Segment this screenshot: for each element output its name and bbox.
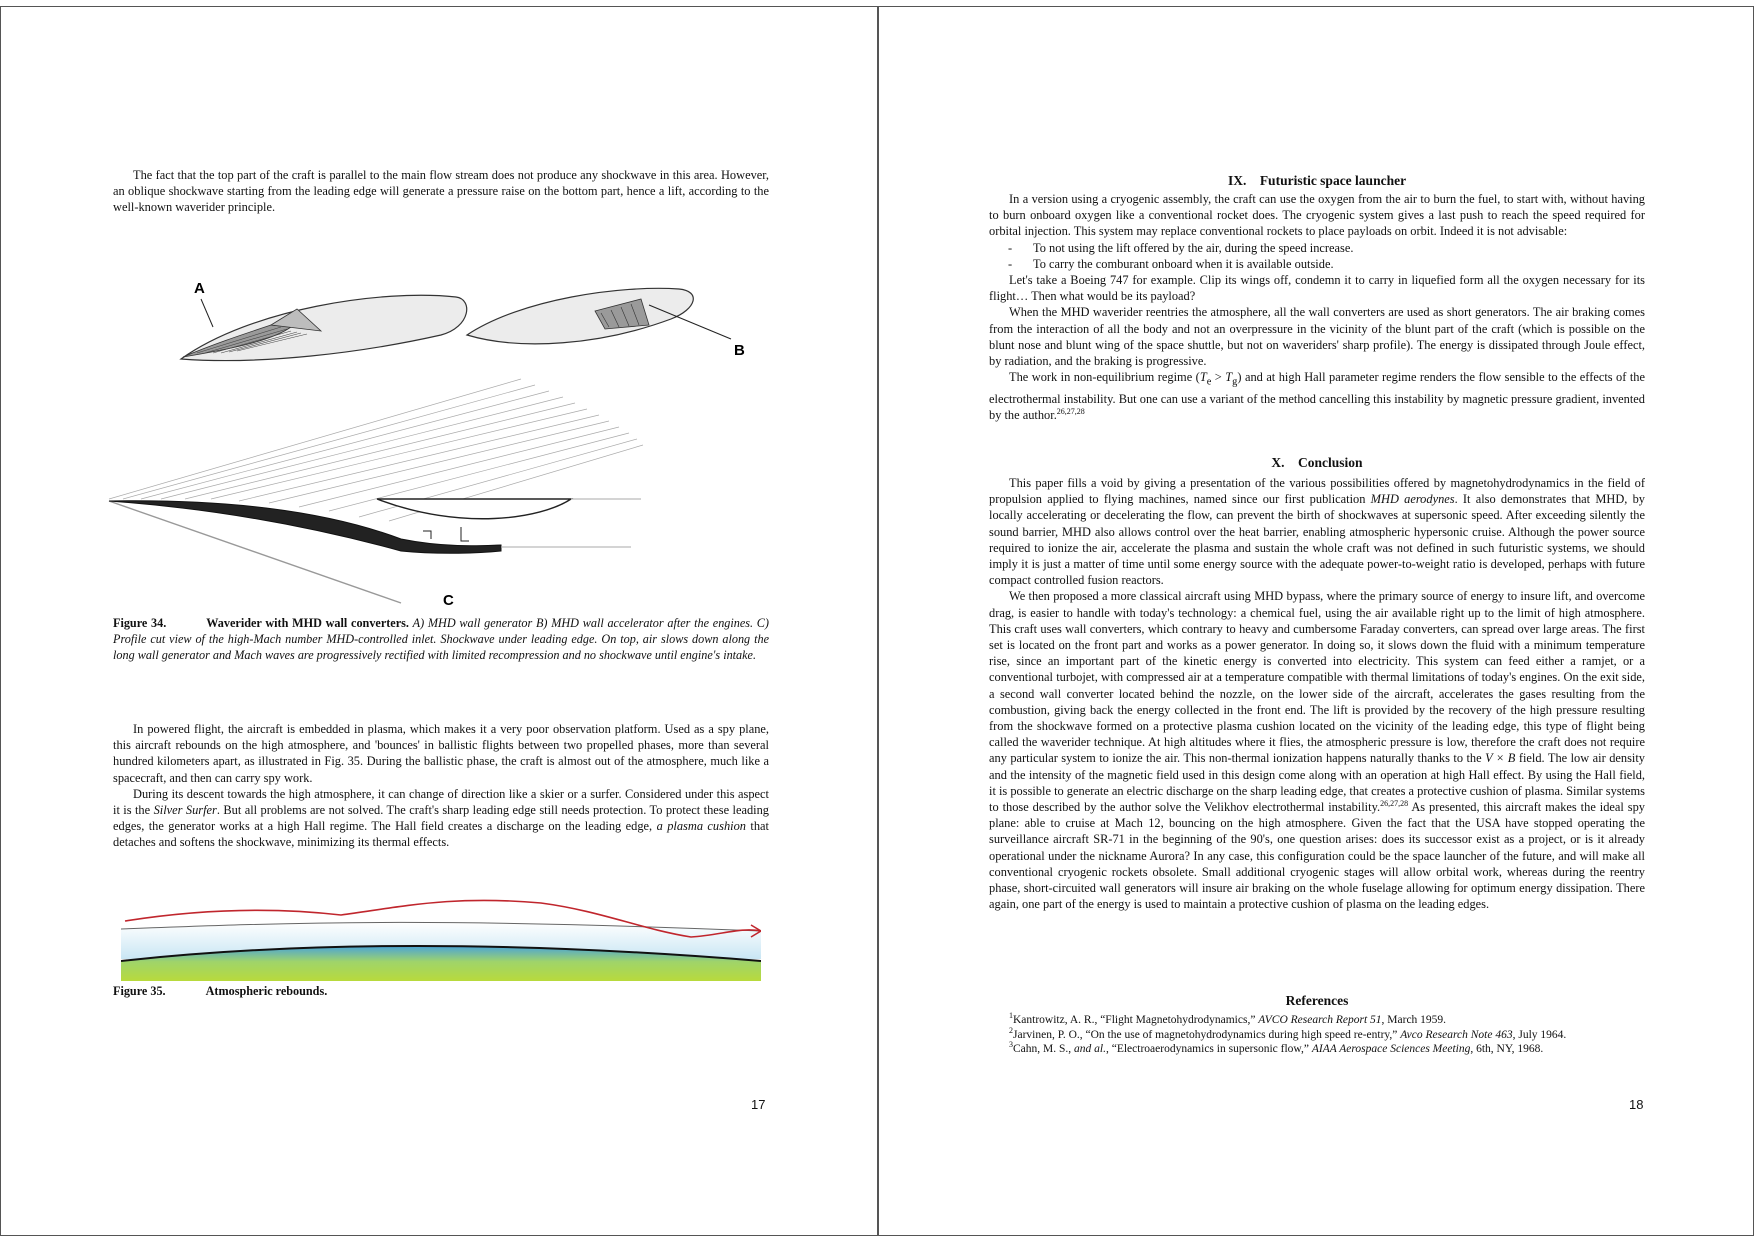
figure-34-caption: Figure 34. Waverider with MHD wall converters. A) MHD wall generator B) MHD wall accelerator after the engines. C) Profile cut view of the high-Mach number MHD-controlled inlet. Shockwave under leading edge. On top, air slows down along the long wall generator and Mach waves are progressively rectified with limited recompression and no shockwave until engine's intake. bbox=[113, 616, 769, 663]
waverider-view-a bbox=[181, 295, 467, 360]
figure-35-caption: Figure 35. Atmospheric rebounds. bbox=[113, 984, 328, 998]
figure-34-illustration bbox=[101, 269, 751, 609]
non-equilibrium-paragraph: The work in non-equilibrium regime $(T_e > T_g)$ and at high Hall parameter regime renders the flow sensible to the effects of the electrothermal instability. But one can use a variant of the method cancelling this instability by magnetic pressure gradient, invented by the author.$^{26,27,28}$ bbox=[989, 370, 1645, 423]
inlet-profile-view-c bbox=[109, 379, 643, 603]
descent-paragraph: During its descent towards the high atmosphere, it can change of direction like a skier or a surfer. Considered under this aspect it is the Silver Surfer. But all problems are not solved. The craft's sharp leading edge still needs protection. To protect these leading edges, the generator works at a high Hall regime. The Hall field creates a discharge on the leading edge, a plasma cushion that detaches and softens the shockwave, minimizing its thermal effects. bbox=[113, 786, 769, 850]
references-list bbox=[1009, 1013, 1645, 1057]
section-x-heading: X. Conclusion bbox=[1271, 455, 1363, 470]
section-ix-heading: IX. Futuristic space launcher bbox=[1227, 173, 1407, 188]
page-number-18: 18 bbox=[1629, 1097, 1644, 1112]
list-item: - To carry the comburant onboard when it is available outside. bbox=[1033, 256, 1645, 272]
references-heading: References bbox=[1285, 993, 1349, 1008]
conclusion-paragraph-2: We then proposed a more classical aircraft using MHD bypass, where the primary source of energy to insure lift, and overcome drag, is easier to handle with today's technology: a chemical fuel, using the air available right up to the limit of high atmosphere. This craft uses wall converters, which contrary to heavy and cumbersome Faraday converters, can spread over large areas. The first set is located on the front part and works as a power generator. In doing so, it slows down the fluid with a minimum temperature rise, since an important part of the kinetic energy is converted into electricity. This system can feed either a ramjet, or a conventional turbojet, with compressed air at a temperature compatible with thermal limitations of today's engines. On the exit side, a second wall converter located behind the nozzle, on the lower side of the aircraft, accelerates the gases resulting from the combustion, giving back the energy collected in the front end. The lift is provided by the recovery of the high pressure resulting from the shockwave formed on a protective plasma cushion located on the vicinity of the leading edge, this type of flight being called the waverider technique. At high altitudes where it flies, the atmospheric pressure is low, therefore the craft does not require any particular system to ionize the air. This non-thermal ionization happens naturally thanks to the V × B field. The low air density and the intensity of the magnetic field used in this design come along with an operation at high Hall effect. By using the Hall field, it is possible to generate an electric discharge on the sharp leading edge, that creates a protective cushion of plasma. Similar systems to those described by the author solve the Velikhov electrothermal instability.$^{26,27,28}$ As presented, this aircraft makes the ideal spy plane: able to cruise at Mach 12, bouncing on the high atmosphere. Given the fact that the USA have stopped operating the surveillance aircraft SR-71 in the beginning of the 90's, one question arises: does its successor exist as a project, or is it already operational under the nickname Aurora? In any case, this configuration could be the space launcher of the future, and will make all conventional cryogenic rockets obsolete. Small additional cryogenic stages will allow orbital work, whereas during the reentry phase, short-circuited wall generators will insure air braking on the whole fuselage allowing for optimum energy dissipation. There again, one part of the energy is used to maintain a protective cushion of plasma on the leading edges. bbox=[989, 589, 1646, 912]
page-number-17: 17 bbox=[751, 1097, 766, 1112]
advisory-list bbox=[989, 240, 1645, 272]
reference-item: $^1$Kantrowitz, A. R., “Flight Magnetohydrodynamics,” AVCO Research Report 51, March 1959. bbox=[1009, 1011, 1447, 1026]
label-a-leader bbox=[201, 299, 213, 327]
label-c: C bbox=[443, 592, 454, 609]
reference-item: $^3$Cahn, M. S., and al., “Electroaerodynamics in supersonic flow,” AIAA Aerospace Sciences Meeting, 6th, NY, 1968. bbox=[1009, 1040, 1544, 1056]
label-a: A bbox=[194, 280, 205, 297]
figure-35-illustration bbox=[121, 897, 761, 981]
powered-flight-text: In powered flight, the aircraft is embedded in plasma, which makes it a very poor observation platform. Used as a spy plane, this aircraft rebounds on the high atmosphere, and 'bounces' in ballistic flights between two propelled phases, more than several hundred kilometers apart, as illustrated in Fig. 35. During the ballistic phase, the craft is almost out of the atmosphere, much like a spacecraft, and then can carry spy work. During its descent towards the high atmosphere, it can change of direction like a skier or a surfer. Considered under this aspect it is the Silver Surfer. But all problems are not solved. The craft's sharp leading edge still needs protection. To protect these leading edges, the generator works at a high Hall regime. The Hall field creates a discharge on the leading edge, a plasma cushion that detaches and softens the shockwave, minimizing its thermal effects. bbox=[113, 722, 769, 850]
waverider-view-b bbox=[467, 288, 693, 343]
conclusion-text bbox=[989, 475, 1645, 912]
list-item: - To not using the lift offered by the air, during the speed increase. bbox=[1033, 240, 1645, 256]
section-ix-text: In a version using a cryogenic assembly, the craft can use the oxygen from the air to burn the fuel, to start with, without having to burn onboard oxygen like a conventional rocket does. The cryogenic system gives a last push to reach the speed required for orbital injection. This system may replace conventional rockets to place payloads on orbit. Indeed it is not advisable: - To not using the lift offered by the air, during the speed increase. - To carry the comburant onboard when it is available outside. Let's take a Boeing 747 for example. Clip its wings off, condemn it to carry in liquefied form all the oxygen necessary for its flight… Then what would be its payload? When the MHD waverider reentries the atmosphere, all the wall converters are used as short generators. The air braking comes from the interaction of all the body and not an overpressure in the vicinity of the blunt part of the craft (which is possible on the blunt nose and blunt wing of the space shuttle, but not on waveriders' sharp profile). The energy is dissipated through Joule effect, by radiation, and the braking is progressive. The work in non-equilibrium regime $(T_e > T_g)$ and at high Hall parameter regime renders the flow sensible to the effects of the electrothermal instability. But one can use a variant of the method cancelling this instability by magnetic pressure gradient, invented by the author.$^{26,27,28}$ bbox=[989, 191, 1645, 423]
conclusion-paragraph-1: This paper fills a void by giving a presentation of the various possibilities offered by magnetohydrodynamics in the field of propulsion applied to flying machines, named since our first publication MHD aerodynes. It also demonstrates that MHD, by locally accelerating or decelerating the flow, can prevent the birth of shockwaves at supersonic speed. After exceeding silently the sound barrier, MHD also allows control over the heat barrier, enabling atmospheric hypersonic cruise. Although the power source required to ionize the air, accelerate the plasma and sustain the whole craft was not defined in such futuristic systems, we should imply it is just a matter of time until some energy source with the adequate power-to-weight ratio is developed, perhaps with future compact controlled fusion reactors. bbox=[989, 476, 1645, 588]
label-b: B bbox=[734, 342, 745, 359]
intro-paragraph: The fact that the top part of the craft is parallel to the main flow stream does not produce any shockwave in this area. However, an oblique shockwave starting from the leading edge will generate a pressure raise on the bottom part, hence a lift, according to the well-known waverider principle. bbox=[113, 168, 769, 215]
page-17 bbox=[0, 6, 878, 1236]
page-18 bbox=[878, 6, 1754, 1236]
reference-item: $^2$Jarvinen, P. O., “On the use of magnetohydrodynamics during high speed re-entry,” Avco Research Note 463, July 1964. bbox=[1009, 1025, 1567, 1041]
